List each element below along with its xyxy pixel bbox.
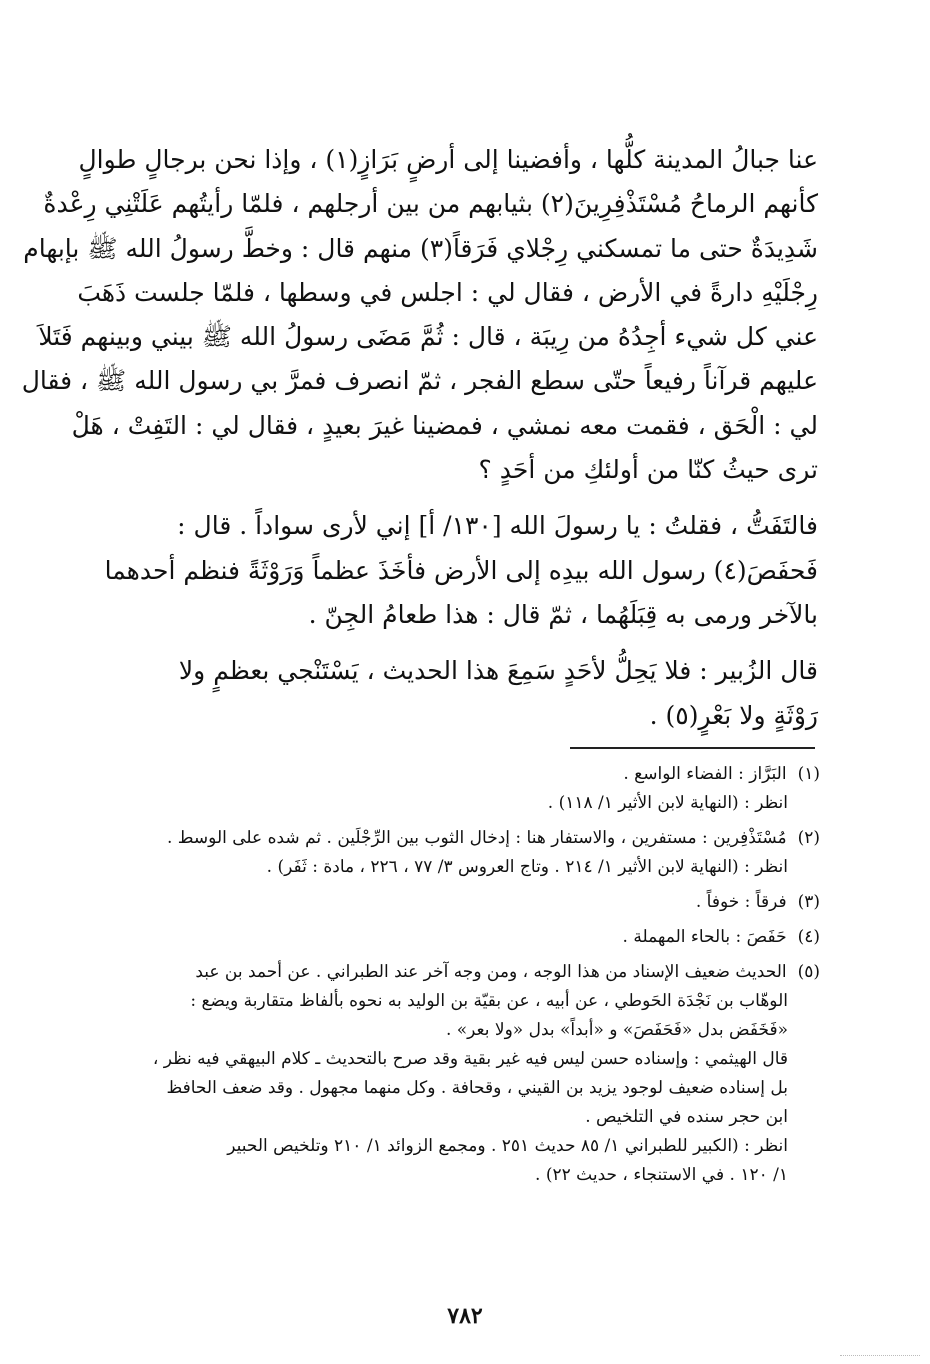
text-line: ترى حيثُ كنّا من أولئكِ من أحَدٍ ؟ bbox=[478, 455, 818, 485]
footnote-5 bbox=[120, 958, 820, 1190]
text-line: كأنهم الرماحُ مُسْتَذْفِرِينَ(٢) بثيابهم من بين أرجلهم ، فلمّا رأيتُهم عَلَتْنِي رِعْدةٌ bbox=[43, 189, 818, 219]
footnote-line: انظر : (النهاية لابن الأثير ١/ ٢١٤ . وتاج العروس ٣/ ٧٧ ، ٢٢٦ ، مادة : ثَفَر) . bbox=[266, 857, 788, 877]
paragraph-3 bbox=[112, 649, 818, 738]
footnote-line: قال الهيثمي : وإسناده حسن ليس فيه غير بقية وقد صرح بالتحديث ـ كلام البيهقي فيه نظر ، bbox=[152, 1049, 788, 1069]
paragraph-2 bbox=[104, 504, 818, 637]
text-line: قال الزُبير : فلا يَحِلُّ لأحَدٍ سَمِعَ هذا الحديث ، يَسْتَنْجي بعظمٍ ولا bbox=[178, 656, 818, 686]
footnote-number: (١) bbox=[797, 764, 820, 784]
footnote-line: ابن حجر سنده في التلخيص . bbox=[585, 1107, 788, 1127]
footnote-2 bbox=[120, 824, 820, 882]
text-line: عليهم قرآناً رفيعاً حتّى سطع الفجر ، ثمّ انصرف فمرَّ بي رسول الله ﷺ ، فقال bbox=[21, 366, 818, 396]
footnote-line: بل إسناده ضعيف لوجود يزيد بن القيني ، وقحافة . وكل منهما مجهول . وقد ضعف الحافظ bbox=[166, 1078, 788, 1098]
text-line: فالتَفَتُّ ، فقلتُ : يا رسولَ الله [١٣٠/ أ] إني لأرى سواداً . قال : bbox=[177, 511, 818, 541]
text-line: رَوْثَةٍ ولا بَعْرٍ(٥) . bbox=[649, 700, 818, 730]
footnote-number: (٣) bbox=[797, 892, 820, 912]
main-text bbox=[21, 138, 818, 738]
footnote-line: ١/ ١٢٠ . في الاستنجاء ، حديث ٢٢) . bbox=[535, 1165, 788, 1185]
footnote-text: فرقاً : خوفاً . bbox=[695, 892, 787, 912]
page-number: ٧٨٢ bbox=[447, 1303, 483, 1329]
text-line: عني كل شيء أجِدُهُ من رِيبَة ، قال : ثُمَّ مَضَى رسولُ الله ﷺ بيني وبينهم فَتَلاَ bbox=[38, 322, 818, 352]
footnote-4 bbox=[120, 923, 820, 952]
text-line: بالآخر ورمى به قِبَلَهُما ، ثمّ قال : هذا طعامُ الجِنّ . bbox=[308, 599, 818, 629]
footnote-number: (٤) bbox=[797, 927, 820, 947]
footnote-separator bbox=[570, 747, 815, 749]
text-line: لي : الْحَق ، فقمت معه نمشي ، فمضينا غيرَ بعيدٍ ، فقال لي : التَفِتْ ، هَلْ bbox=[71, 410, 818, 440]
footnote-line bbox=[120, 824, 820, 853]
footnote-text: مُسْتَذْفِرين : مستفرين ، والاستفار هنا : إدخال الثوب بين الرِّجْلَين . ثم شده على الوسط . bbox=[166, 828, 787, 848]
footnote-line: «فَخَفَض بدل «فَحَفَصَ» و «أبداً» بدل «ولا بعر» . bbox=[445, 1020, 788, 1040]
footnote-line: انظر : (الكبير للطبراني ١/ ٨٥ حديث ٢٥١ . ومجمع الزوائد ١/ ٢١٠ وتلخيص الحبير bbox=[227, 1136, 788, 1156]
corner-mark bbox=[840, 1345, 920, 1356]
text-line: رِجْلَيْهِ دارةً في الأرض ، فقال لي : اجلس في وسطها ، فلمّا جلست ذَهَبَ bbox=[77, 277, 818, 307]
footnote-text: الحديث ضعيف الإسناد من هذا الوجه ، ومن وجه آخر عند الطبراني . عن أحمد بن عبد bbox=[195, 962, 787, 982]
footnote-number: (٢) bbox=[797, 828, 820, 848]
footnote-1 bbox=[120, 760, 820, 818]
footnote-line bbox=[120, 888, 820, 917]
footnote-line bbox=[120, 760, 820, 789]
footnote-text: البَرَّاز : الفضاء الواسع . bbox=[623, 764, 787, 784]
footnote-line bbox=[120, 958, 820, 987]
footnote-text: حَفَصَ : بالحاء المهملة . bbox=[622, 927, 787, 947]
paragraph-1 bbox=[21, 138, 818, 492]
text-line: شَدِيدَةٌ حتى ما تمسكني رِجْلاي فَرَقاً(٣) منهم قال : وخطَّ رسولُ الله ﷺ بإبهام bbox=[23, 233, 818, 263]
footnote-line: انظر : (النهاية لابن الأثير ١/ ١١٨) . bbox=[547, 793, 788, 813]
footnotes bbox=[120, 760, 820, 1196]
footnote-number: (٥) bbox=[797, 962, 820, 982]
footnote-line bbox=[120, 923, 820, 952]
text-line: عنا جبالُ المدينة كلُّها ، وأفضينا إلى أرضٍ بَرَازٍ(١) ، وإذا نحن برجالٍ طوالٍ bbox=[78, 145, 818, 174]
text-line: فَحفَصَ(٤) رسول الله بيدِه إلى الأرض فأخَذَ عظماً وَرَوْثَةً فنظم أحدهما bbox=[104, 555, 818, 585]
footnote-line: الوهّاب بن نَجْدَة الحَوطي ، عن أبيه ، عن بقيّة بن الوليد به نحوه بألفاظ متقاربة ويضع : bbox=[190, 991, 788, 1011]
footnote-3 bbox=[120, 888, 820, 917]
